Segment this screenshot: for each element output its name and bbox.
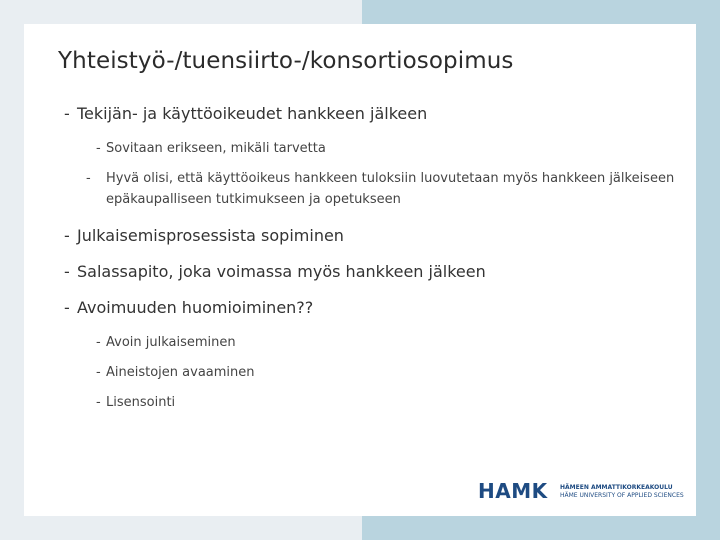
sub-bullet-text: Lisensointi xyxy=(106,395,176,410)
bullet-text: Julkaisemisprosessista sopiminen xyxy=(77,226,344,245)
slide-card xyxy=(24,24,696,516)
bullet-text: Avoimuuden huomioiminen?? xyxy=(77,298,314,317)
bullet-text: Tekijän- ja käyttöoikeudet hankkeen jälkeen xyxy=(77,104,428,123)
bullet-dash: - xyxy=(64,104,70,123)
bullet-dash: - xyxy=(86,171,91,186)
logo-subtitle-en: HÄME UNIVERSITY OF APPLIED SCIENCES xyxy=(560,492,684,499)
slide-title: Yhteistyö-/tuensiirto-/konsortiosopimus xyxy=(58,48,514,74)
bullet-dash: - xyxy=(96,395,101,410)
sub-bullet-text: Sovitaan erikseen, mikäli tarvetta xyxy=(106,141,326,156)
hamk-logo xyxy=(478,479,684,503)
logo-wordmark: HAMK xyxy=(478,479,548,503)
bullet-dash: - xyxy=(64,226,70,245)
sub-bullet-item xyxy=(96,362,676,383)
bullet-item xyxy=(64,298,313,317)
bullet-item xyxy=(64,104,427,123)
bullet-dash: - xyxy=(96,365,101,380)
bullet-dash: - xyxy=(96,141,101,156)
bullet-dash: - xyxy=(96,335,101,350)
sub-bullet-text: Avoin julkaiseminen xyxy=(106,335,236,350)
sub-bullet-item xyxy=(96,138,676,159)
sub-bullet-item xyxy=(96,332,676,353)
bullet-dash: - xyxy=(64,298,70,317)
bullet-item xyxy=(64,226,344,245)
sub-bullet-text: Aineistojen avaaminen xyxy=(106,365,255,380)
sub-bullet-item xyxy=(96,392,676,413)
bullet-dash: - xyxy=(64,262,70,281)
bullet-item xyxy=(64,262,486,281)
logo-subtitle-fi: HÄMEEN AMMATTIKORKEAKOULU xyxy=(560,484,673,491)
sub-bullet-item xyxy=(86,168,686,210)
bullet-text: Salassapito, joka voimassa myös hankkeen jälkeen xyxy=(77,262,486,281)
sub-bullet-text: Hyvä olisi, että käyttöoikeus hankkeen tuloksiin luovutetaan myös hankkeen jälkeiseen epäkaupalliseen tutkimukseen ja opetukseen xyxy=(106,171,675,207)
